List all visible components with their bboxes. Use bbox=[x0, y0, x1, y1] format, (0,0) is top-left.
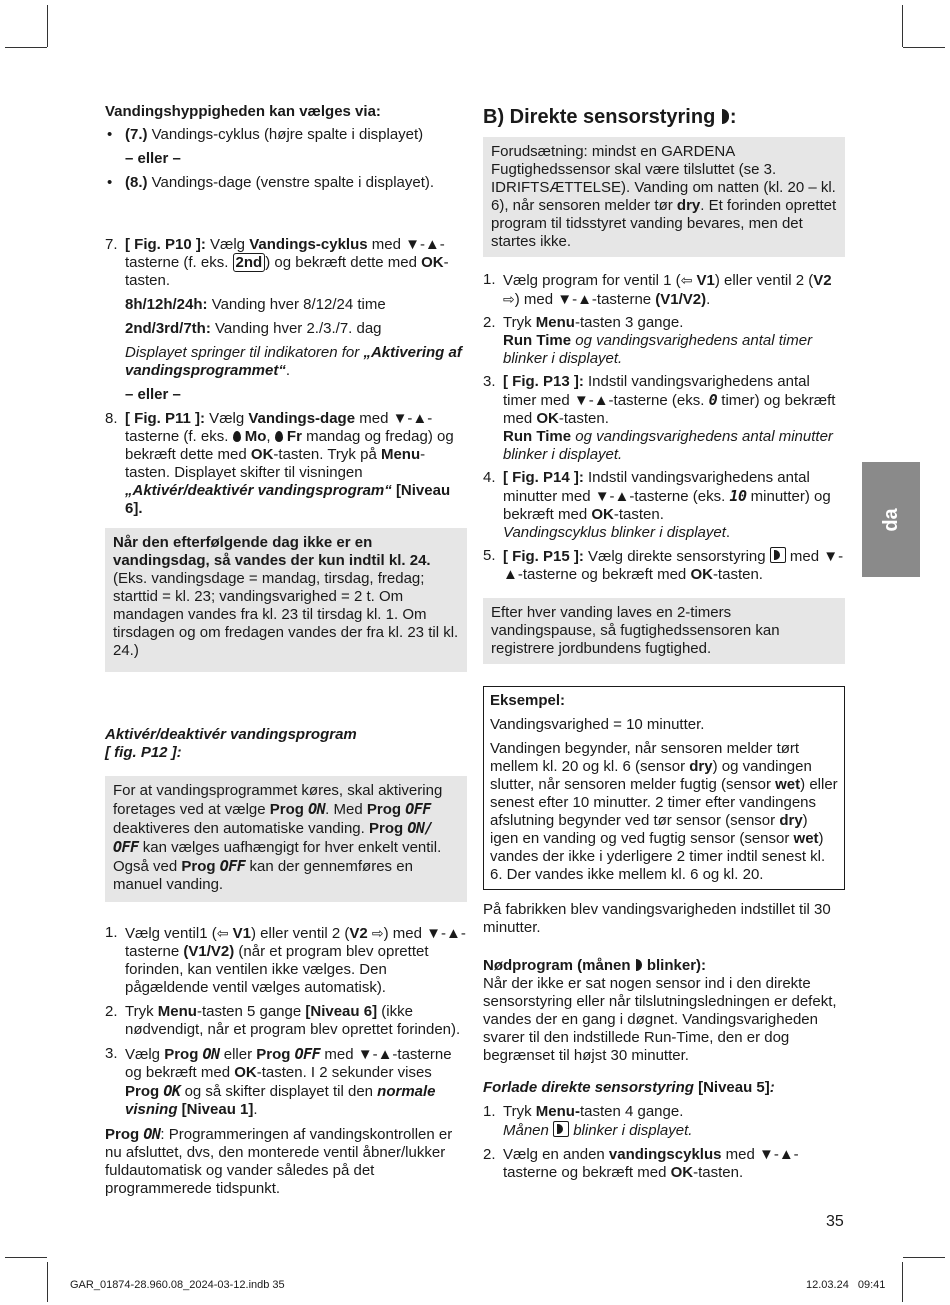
crop-mark bbox=[903, 1257, 945, 1258]
sensor-step-1: 1. Vælg program for ventil 1 (⇦ V1) eller ventil 2 (V2 ⇨) med ▼-▲-tasterne (V1/V2). bbox=[483, 271, 832, 308]
emergency-text: Når der ikke er sat nogen sensor ind i den direkte sensorstyring eller når tilslutningsledningen er defekt, vandes der en gang i døgnet. Vandingsvarigheden svarer til den indstillede Run-Time, den er dog begrænset til højst 30 minutter. bbox=[483, 975, 837, 1064]
activate-step-1: 1. Vælg ventil1 (⇦ V1) eller ventil 2 (V2 ⇨) med ▼-▲-tasterne (V1/V2) (når et program blev oprettet forinden, kan ventilen ikke vælges. Den pågældende ventil vælges automatisk). bbox=[105, 924, 466, 996]
frequency-bullet: • (7.) Vandings-cyklus (højre spalte i displayet) bbox=[107, 126, 424, 143]
page-number: 35 bbox=[826, 1213, 844, 1230]
step-7: 7. [ Fig. P10 ]: Vælg Vandings-cyklus med ▼-▲-tasterne (f. eks. 2nd ) og bekræft dette med OK-tasten. 8h/12h/24h: Vanding hver 8/12/24 time 2nd/3rd/7th: Vanding hver 2./3./7. dag Displayet springer til indikatoren for „Aktivering af vandingsprogrammet“. – eller – bbox=[105, 236, 462, 403]
drop-icon bbox=[275, 431, 283, 442]
footer-timestamp: 12.03.24 09:41 bbox=[806, 1279, 886, 1291]
moon-box-icon bbox=[553, 1121, 569, 1137]
note-box-activation: For at vandingsprogrammet køres, skal aktivering foretages ved at vælge Prog ON. Med Prog OFF deaktiveres den automatiske vanding. Prog ON/ OFF kan vælges uafhængigt for hver enkelt ventil. Også ved Prog OFF kan der gennemføres en manuel vanding. bbox=[105, 776, 467, 902]
arrow-right-icon: ⇨ bbox=[371, 925, 384, 941]
left-column bbox=[105, 100, 467, 1198]
language-tab: da bbox=[862, 462, 920, 577]
crop-mark bbox=[5, 1257, 47, 1258]
activate-heading: Aktivér/deaktivér vandingsprogram [ fig. P12 ]: bbox=[105, 726, 357, 761]
emergency-heading: Nødprogram (månen blinker): bbox=[483, 957, 707, 974]
or-separator: – eller – bbox=[125, 150, 181, 167]
right-column bbox=[483, 100, 845, 1182]
moon-icon bbox=[636, 959, 642, 971]
step-8: 8. [ Fig. P11 ]: Vælg Vandings-dage med ▼-▲-tasterne (f. eks. Mo, Fr mandag og fredag) og bekræft dette med OK-tasten. Tryk på Menu-tasten. Displayet skifter til visningen „Aktivér/deaktivér vandingsprogram“ [Niveau 6]. bbox=[105, 410, 454, 517]
arrow-left-icon: ⇦ bbox=[216, 925, 229, 941]
section-heading-sensor: B) Direkte sensorstyring : bbox=[483, 106, 737, 128]
crop-mark bbox=[47, 5, 48, 47]
leave-step-1: 1. Tryk Menu-tasten 4 gange. Månen blinker i displayet. bbox=[483, 1103, 693, 1139]
sensor-step-4: 4. [ Fig. P14 ]: Indstil vandingsvarighedens antal minutter med ▼-▲-tasterne (eks. 10 minutter) og bekræft med OK-tasten. Vandingscyklus blinker i displayet. bbox=[483, 469, 831, 541]
sensor-step-3: 3. [ Fig. P13 ]: Indstil vandingsvarighedens antal timer med ▼-▲-tasterne (eks. 0 timer) og bekræft med OK-tasten. Run Time og vandingsvarighedens antal minutter blinker i displayet. bbox=[483, 373, 836, 463]
footer-file-info: GAR_01874-28.960.08_2024-03-12.indb 35 bbox=[70, 1279, 285, 1291]
crop-mark bbox=[903, 47, 945, 48]
sensor-step-5: 5. [ Fig. P15 ]: Vælg direkte sensorstyring med ▼-▲-tasterne og bekræft med OK-tasten. bbox=[483, 547, 844, 583]
moon-icon bbox=[722, 109, 729, 124]
prog-on-summary: Prog ON: Programmeringen af vandingskontrollen er nu afsluttet, dvs, den monterede ventil åbner/lukker fuldautomatisk og vander således på det programmerede tidspunkt. bbox=[105, 1125, 453, 1197]
crop-mark bbox=[902, 1262, 903, 1302]
activate-step-3: 3. Vælg Prog ON eller Prog OFF med ▼-▲-tasterne og bekræft med OK-tasten. I 2 sekunder vises Prog OK og så skifter displayet til den normale visning [Niveau 1]. bbox=[105, 1045, 452, 1118]
example-box: Eksempel: Vandingsvarighed = 10 minutter. Vandingen begynder, når sensoren melder tørt mellem kl. 20 og kl. 6 (sensor dry) og vandingen slutter, når sensoren melder fugtig (sensor wet) eller senest efter 10 minutter. 2 timer efter vandingens afslutning begynder ved tør sensor (sensor dry) igen en vanding og ved fugtig sensor (sensor wet) vandes der ikke i yderligere 2 timer indtil senest kl. 6. Der vandes ikke mellem kl. 6 og kl. 20. bbox=[483, 686, 845, 890]
moon-box-icon bbox=[770, 547, 786, 563]
display-2nd-badge: 2nd bbox=[233, 253, 266, 272]
leave-step-2: 2. Vælg en anden vandingscyklus med ▼-▲-tasterne og bekræft med OK-tasten. bbox=[483, 1146, 799, 1181]
arrow-left-icon: ⇦ bbox=[680, 272, 693, 288]
frequency-heading: Vandingshyppigheden kan vælges via: bbox=[105, 103, 381, 120]
arrow-right-icon: ⇨ bbox=[503, 291, 515, 307]
crop-mark bbox=[902, 5, 903, 47]
activate-step-2: 2. Tryk Menu-tasten 5 gange [Niveau 6] (ikke nødvendigt, når et program blev oprettet forinden). bbox=[105, 1003, 461, 1038]
leave-sensor-heading: Forlade direkte sensorstyring [Niveau 5]: bbox=[483, 1079, 775, 1096]
note-box-pause: Efter hver vanding laves en 2-timers vandingspause, så fugtighedssensoren kan registrere jordbundens fugtighed. bbox=[483, 598, 845, 664]
drop-icon bbox=[233, 431, 241, 442]
sensor-step-2: 2. Tryk Menu-tasten 3 gange. Run Time og vandingsvarighedens antal timer blinker i displayet. bbox=[483, 314, 813, 367]
crop-mark bbox=[5, 47, 47, 48]
note-box-prerequisite: Forudsætning: mindst en GARDENA Fugtighedssensor skal være tilsluttet (se 3. IDRIFTSÆTTELSE). Vanding om natten (kl. 20 – kl. 6), når sensoren melder tør dry. Et forinden oprettet program til tidsstyret vanding bevares, men det startes ikke. bbox=[483, 137, 845, 257]
crop-mark bbox=[47, 1262, 48, 1302]
note-box-watering-days: Når den efterfølgende dag ikke er en vandingsdag, så vandes der kun indtil kl. 24. (Eks. vandingsdage = mandag, tirsdag, fredag; starttid = kl. 23; vandingsvarighed = 2 t. Om mandagen vandes fra kl. 23 til tirsdag kl. 1. Om tirsdagen og om fredagen vandes der fra kl. 23 til kl. 24.) bbox=[105, 528, 467, 672]
frequency-bullet: • (8.) Vandings-dage (venstre spalte i displayet). bbox=[107, 174, 435, 191]
factory-setting-text: På fabrikken blev vandingsvarigheden indstillet til 30 minutter. bbox=[483, 901, 831, 936]
